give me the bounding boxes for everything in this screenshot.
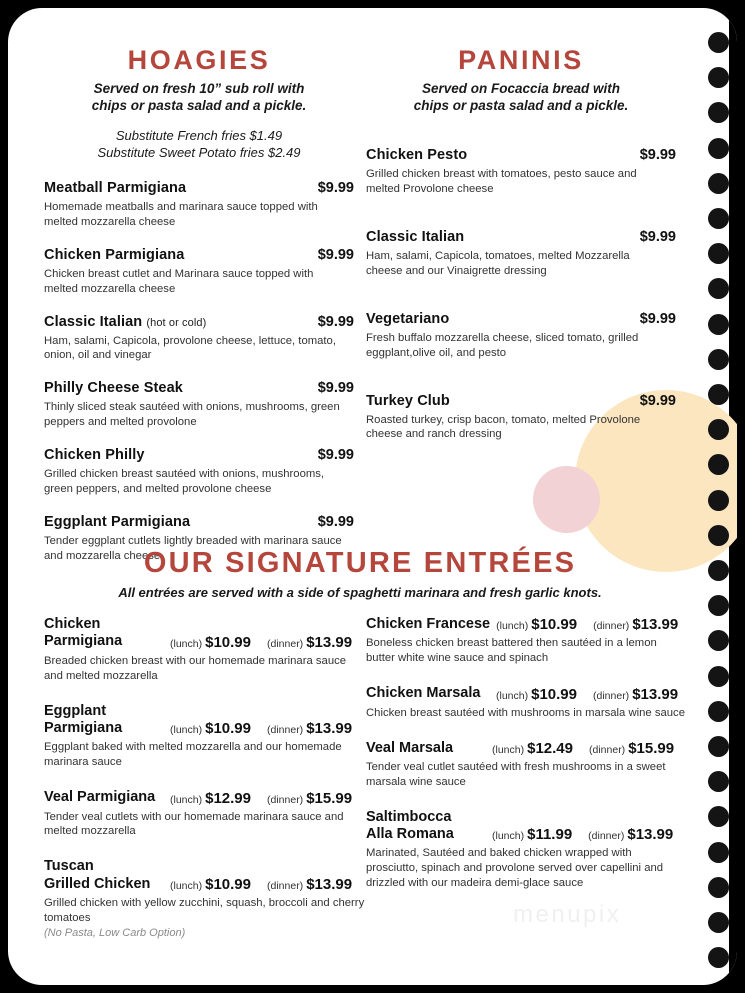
dinner-label: (dinner): [267, 724, 304, 737]
entree-name: Chicken Marsala: [366, 685, 481, 702]
binding-hole: [708, 32, 729, 53]
menu-page: [8, 8, 737, 985]
menu-item-description: Chicken breast cutlet and Marinara sauce topped with melted mozzarella cheese: [44, 267, 314, 295]
entree-head: [44, 789, 366, 806]
menu-item-name: Chicken Parmigiana: [44, 246, 185, 263]
lunch-price: $10.99: [205, 720, 251, 738]
binding-hole: [708, 912, 729, 933]
menu-item-head: [366, 229, 676, 245]
entrees-left-column: [44, 616, 366, 953]
binding-hole: [708, 102, 729, 123]
binding-hole: [708, 67, 729, 88]
binding-hole: [708, 630, 729, 651]
binding-hole: [708, 349, 729, 370]
entree-description: Chicken breast sautéed with mushrooms in marsala wine sauce: [366, 706, 685, 719]
menu-item-note: (hot or cold): [146, 316, 207, 329]
menu-item-description: Tender eggplant cutlets lightly breaded with marinara sauce and mozzarella cheese: [44, 534, 342, 562]
entree-head: [366, 809, 688, 844]
binding-hole: [708, 560, 729, 581]
menu-item[interactable]: [366, 147, 676, 197]
section-paninis: [366, 46, 676, 459]
menu-item[interactable]: [366, 393, 676, 443]
binding-hole: [708, 138, 729, 159]
entree-description: Eggplant baked with melted mozzarella and our homemade marinara sauce: [44, 741, 342, 769]
entree-head: [44, 616, 366, 651]
entree-item[interactable]: [366, 809, 688, 892]
binding-hole: [708, 490, 729, 511]
lunch-price: $11.99: [527, 826, 573, 844]
menu-item-price: $9.99: [317, 313, 354, 330]
binding-hole: [708, 595, 729, 616]
spiral-binding: [699, 0, 737, 993]
binding-hole: [708, 701, 729, 722]
entree-item[interactable]: [44, 858, 366, 939]
menu-item[interactable]: [44, 247, 354, 297]
lunch-label: (lunch): [496, 620, 529, 633]
menu-item[interactable]: [366, 311, 676, 361]
lunch-price: $10.99: [531, 616, 578, 634]
entree-option-note: (No Pasta, Low Carb Option): [44, 926, 186, 939]
dinner-price: $13.99: [627, 826, 674, 844]
dinner-label: (dinner): [593, 689, 630, 702]
binding-hole: [708, 666, 729, 687]
hoagies-subtitle-line1: Served on fresh 10” sub roll with: [93, 81, 305, 97]
entree-name: Eggplant Parmigiana: [44, 702, 123, 736]
hoagies-substitutions: [44, 128, 354, 162]
entree-item[interactable]: [366, 740, 688, 790]
entree-name: Veal Parmigiana: [44, 789, 156, 806]
menu-item-description: Grilled chicken breast sautéed with onions, mushrooms, green peppers, and melted provolone cheese: [44, 468, 325, 496]
lunch-price: $12.49: [527, 739, 573, 757]
lunch-label: (lunch): [496, 689, 529, 702]
dinner-price: $13.99: [632, 685, 679, 703]
menu-item-description: Roasted turkey, crisp bacon, tomato, melted Provolone cheese and ranch dressing: [366, 413, 641, 441]
menu-item-head: [44, 314, 354, 330]
entree-head: [44, 703, 366, 738]
menupix-watermark: menupix: [513, 901, 622, 928]
entree-description: Boneless chicken breast battered then sautéed in a lemon butter white wine sauce and spinach: [366, 637, 657, 665]
lunch-label: (lunch): [170, 793, 203, 806]
menu-item-price: $9.99: [317, 447, 354, 464]
entree-prices: [170, 634, 352, 651]
entree-head: [366, 685, 688, 702]
binding-hole: [708, 419, 729, 440]
hoagies-item-list: [44, 180, 354, 564]
menu-item-name: Meatball Parmigiana: [44, 179, 187, 196]
binding-hole: [708, 208, 729, 229]
entree-name: Chicken Francese: [366, 616, 491, 632]
menu-item-name: Turkey Club: [366, 392, 450, 409]
dinner-label: (dinner): [593, 620, 630, 633]
menu-item-price: $9.99: [639, 147, 676, 164]
paninis-item-list: [366, 147, 676, 442]
entree-prices: [496, 616, 678, 633]
menu-item-description: Grilled chicken breast with tomatoes, pesto sauce and melted Provolone cheese: [366, 168, 637, 195]
lunch-price: $12.99: [205, 789, 251, 807]
dinner-label: (dinner): [589, 743, 626, 756]
menu-item-price: $9.99: [317, 246, 354, 263]
dinner-price: $13.99: [632, 616, 679, 634]
menu-item-name: Classic Italian: [366, 228, 465, 245]
binding-hole: [708, 771, 729, 792]
binding-hole: [708, 947, 729, 968]
entree-description: Tender veal cutlets with our homemade marinara sauce and melted mozzarella: [44, 810, 344, 838]
menu-item-head: [44, 247, 354, 263]
menu-item-head: [366, 311, 676, 327]
menu-item-description: Ham, salami, Capicola, provolone cheese, lettuce, tomato, onion, oil and vinegar: [44, 334, 336, 362]
paninis-title: PANINIS: [458, 45, 584, 75]
entree-item[interactable]: [44, 616, 366, 684]
entree-item[interactable]: [366, 616, 688, 666]
dinner-price: $13.99: [306, 720, 353, 738]
menu-item-price: $9.99: [639, 310, 676, 327]
entree-item[interactable]: [366, 685, 688, 720]
menu-item-name: Vegetariano: [366, 310, 450, 327]
binding-hole: [708, 454, 729, 475]
menu-item-description: Thinly sliced steak sautéed with onions, mushrooms, green peppers and melted provolone: [44, 401, 340, 429]
hoagies-title: HOAGIES: [127, 45, 271, 75]
menu-item[interactable]: [44, 380, 354, 430]
entree-name: Tuscan Grilled Chicken: [44, 858, 151, 892]
menu-item-description: Ham, salami, Capicola, tomatoes, melted Mozzarella cheese and our Vinaigrette dressing: [366, 249, 630, 277]
lunch-label: (lunch): [170, 724, 203, 737]
dinner-price: $15.99: [306, 789, 353, 807]
menu-item-name: Classic Italian (hot or cold): [44, 313, 207, 330]
menu-item-description: Homemade meatballs and marinara sauce topped with melted mozzarella cheese: [44, 200, 318, 228]
menu-item[interactable]: [44, 314, 354, 364]
entree-prices: [170, 720, 352, 737]
dinner-label: (dinner): [267, 880, 304, 893]
entree-description: Marinated, Sautéed and baked chicken wrapped with prosciutto, spinach and provolone served over capellini and drizzled with our madeira demi-glace sauce: [366, 847, 664, 890]
menu-item-name: Chicken Philly: [44, 447, 145, 464]
entrees-right-column: [366, 616, 688, 905]
entree-prices: [170, 790, 352, 807]
binding-hole: [708, 314, 729, 335]
entree-description: Grilled chicken with yellow zucchini, squash, broccoli and cherry tomatoes: [44, 897, 365, 925]
section-entrees: [44, 548, 676, 602]
entree-description: Tender veal cutlet sautéed with fresh mushrooms in a sweet marsala wine sauce: [366, 760, 666, 788]
menu-item-head: [366, 147, 676, 163]
substitution-sweet-potato-fries: Substitute Sweet Potato fries $2.49: [97, 144, 301, 160]
menu-item-head: [44, 380, 354, 396]
entree-prices: [492, 826, 673, 843]
dinner-label: (dinner): [588, 830, 625, 843]
lunch-price: $10.99: [205, 876, 251, 894]
lunch-label: (lunch): [170, 880, 203, 893]
entrees-subtitle: All entrées are served with a side of spaghetti marinara and fresh garlic knots.: [118, 585, 602, 601]
binding-hole: [708, 842, 729, 863]
binding-hole: [708, 384, 729, 405]
lunch-label: (lunch): [170, 637, 203, 650]
entree-name: Chicken Parmigiana: [44, 616, 123, 650]
entree-item[interactable]: [44, 703, 366, 771]
lunch-label: (lunch): [492, 830, 525, 843]
dinner-price: $13.99: [306, 633, 353, 651]
paninis-subtitle-line1: Served on Focaccia bread with: [421, 81, 621, 97]
menu-item[interactable]: [366, 229, 676, 279]
entree-prices: [170, 876, 352, 893]
binding-hole: [708, 806, 729, 827]
binding-hole: [708, 173, 729, 194]
menu-item-description: Fresh buffalo mozzarella cheese, sliced tomato, grilled eggplant,olive oil, and pesto: [366, 331, 639, 359]
entree-name: Veal Marsala: [366, 739, 454, 756]
menu-item-price: $9.99: [639, 392, 676, 409]
dinner-label: (dinner): [267, 793, 304, 806]
menu-item-price: $9.99: [639, 228, 676, 245]
binding-hole: [708, 243, 729, 264]
lunch-label: (lunch): [492, 743, 525, 756]
entree-prices: [496, 686, 678, 703]
menu-item[interactable]: [44, 180, 354, 230]
paninis-subtitle-line2: chips or pasta salad and a pickle.: [413, 98, 629, 114]
menu-item-price: $9.99: [317, 513, 354, 530]
binding-hole: [708, 877, 729, 898]
entree-head: [366, 616, 688, 633]
dinner-label: (dinner): [267, 637, 304, 650]
binding-hole: [708, 525, 729, 546]
lunch-price: $10.99: [205, 633, 251, 651]
binding-hole: [708, 278, 729, 299]
section-hoagies: [44, 46, 354, 581]
binding-hole: [708, 736, 729, 757]
menu-item-head: [44, 180, 354, 196]
entree-head: [366, 740, 688, 757]
menu-item[interactable]: [44, 447, 354, 497]
entree-head: [44, 858, 366, 893]
hoagies-subtitle-line2: chips or pasta salad and a pickle.: [91, 98, 307, 114]
entree-prices: [492, 740, 674, 757]
lunch-price: $10.99: [531, 685, 577, 703]
entree-description: Breaded chicken breast with our homemade marinara sauce and melted mozzarella: [44, 654, 347, 682]
paninis-subtitle: [366, 81, 676, 115]
hoagies-subtitle: [44, 81, 354, 115]
dinner-price: $15.99: [628, 739, 675, 757]
dinner-price: $13.99: [306, 876, 353, 894]
menu-item-head: [366, 393, 676, 409]
menu-item-price: $9.99: [317, 179, 354, 196]
menu-item-name: Philly Cheese Steak: [44, 380, 183, 397]
entree-item[interactable]: [44, 789, 366, 839]
menu-item-head: [44, 447, 354, 463]
entrees-title: OUR SIGNATURE ENTRÉES: [143, 547, 577, 579]
entree-name: Saltimbocca Alla Romana: [366, 808, 454, 843]
menu-item-head: [44, 514, 354, 530]
menu-item-name: Eggplant Parmigiana: [44, 513, 191, 530]
menu-item-price: $9.99: [317, 380, 354, 397]
substitution-french-fries: Substitute French fries $1.49: [115, 128, 283, 144]
menu-content: [8, 8, 737, 985]
menu-item-name: Chicken Pesto: [366, 147, 468, 164]
